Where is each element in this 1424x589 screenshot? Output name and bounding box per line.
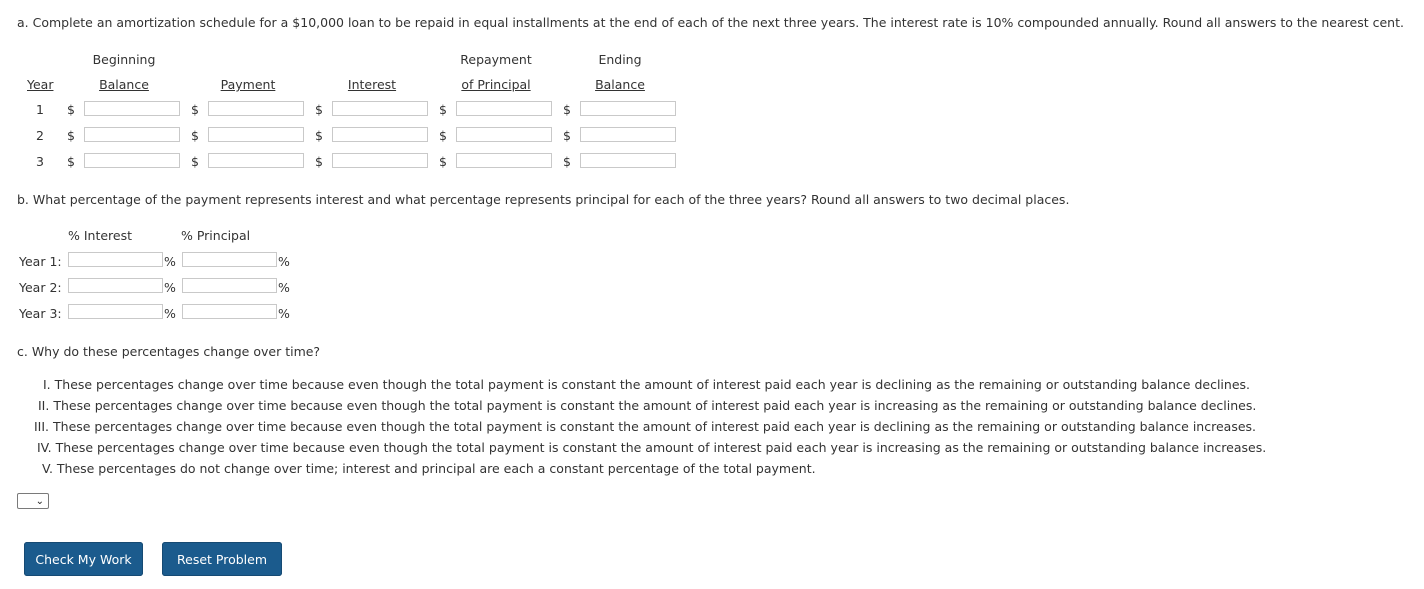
percent-sign: % bbox=[164, 306, 176, 321]
percent-principal-input[interactable] bbox=[182, 304, 277, 319]
option-iv: IV. These percentages change over time because even though the total payment is constant the amount of interest paid each year is increasing as the remaining or outstanding balance increases. bbox=[37, 440, 1267, 455]
year-label: 2 bbox=[36, 128, 44, 143]
beginning-balance-input[interactable] bbox=[84, 153, 180, 168]
option-v: V. These percentages do not change over time; interest and principal are each a constant percentage of the total payment. bbox=[42, 461, 816, 476]
interest-input[interactable] bbox=[332, 127, 428, 142]
percent-sign: % bbox=[164, 280, 176, 295]
percent-interest-input[interactable] bbox=[68, 304, 163, 319]
header-payment: Payment bbox=[220, 77, 276, 92]
percent-interest-input[interactable] bbox=[68, 278, 163, 293]
header-year: Year bbox=[27, 77, 54, 92]
payment-input[interactable] bbox=[208, 101, 304, 116]
dollar-sign: $ bbox=[315, 102, 323, 117]
ending-balance-input[interactable] bbox=[580, 101, 676, 116]
col-principal-header: % Principal bbox=[181, 228, 251, 243]
payment-input[interactable] bbox=[208, 153, 304, 168]
percent-principal-input[interactable] bbox=[182, 278, 277, 293]
percent-sign: % bbox=[164, 254, 176, 269]
year-label: Year 3: bbox=[19, 306, 62, 321]
dollar-sign: $ bbox=[315, 128, 323, 143]
dollar-sign: $ bbox=[563, 154, 571, 169]
percent-principal-input[interactable] bbox=[182, 252, 277, 267]
principal-input[interactable] bbox=[456, 127, 552, 142]
header-interest: Interest bbox=[347, 77, 397, 92]
dollar-sign: $ bbox=[315, 154, 323, 169]
interest-input[interactable] bbox=[332, 101, 428, 116]
option-i: I. These percentages change over time because even though the total payment is constant the amount of interest paid each year is declining as the remaining or outstanding balance declines. bbox=[43, 377, 1251, 392]
ending-balance-input[interactable] bbox=[580, 153, 676, 168]
dollar-sign: $ bbox=[67, 154, 75, 169]
dollar-sign: $ bbox=[191, 154, 199, 169]
percent-interest-input[interactable] bbox=[68, 252, 163, 267]
dollar-sign: $ bbox=[191, 102, 199, 117]
dollar-sign: $ bbox=[439, 102, 447, 117]
dollar-sign: $ bbox=[439, 154, 447, 169]
reset-problem-button[interactable]: Reset Problem bbox=[162, 542, 282, 576]
principal-input[interactable] bbox=[456, 101, 552, 116]
year-label: Year 1: bbox=[19, 254, 62, 269]
option-iii: III. These percentages change over time because even though the total payment is constant the amount of interest paid each year is declining as the remaining or outstanding balance increases. bbox=[34, 419, 1257, 434]
header-repayment-top: Repayment bbox=[460, 52, 532, 67]
percent-sign: % bbox=[278, 280, 290, 295]
year-label: 1 bbox=[36, 102, 44, 117]
question-c: c. Why do these percentages change over time? bbox=[17, 344, 321, 359]
question-a: a. Complete an amortization schedule for a $10,000 loan to be repaid in equal installments at the end of each of the next three years. The interest rate is 10% compounded annually. Round all answers to the nearest cent. bbox=[17, 15, 1404, 30]
ending-balance-input[interactable] bbox=[580, 127, 676, 142]
option-ii: II. These percentages change over time because even though the total payment is constant the amount of interest paid each year is increasing as the remaining or outstanding balance declines. bbox=[38, 398, 1257, 413]
header-ending-bottom: Balance bbox=[595, 77, 645, 92]
percent-sign: % bbox=[278, 306, 290, 321]
header-repayment-bottom: of Principal bbox=[461, 77, 531, 92]
col-interest-header: % Interest bbox=[68, 228, 133, 243]
beginning-balance-input[interactable] bbox=[84, 101, 180, 116]
header-beginning-top: Beginning bbox=[92, 52, 156, 67]
header-ending-top: Ending bbox=[598, 52, 642, 67]
dollar-sign: $ bbox=[563, 102, 571, 117]
question-b: b. What percentage of the payment represents interest and what percentage represents principal for each of the three years? Round all answers to two decimal places. bbox=[17, 192, 1070, 207]
principal-input[interactable] bbox=[456, 153, 552, 168]
chevron-down-icon: ⌄ bbox=[35, 496, 44, 507]
beginning-balance-input[interactable] bbox=[84, 127, 180, 142]
year-label: Year 2: bbox=[19, 280, 62, 295]
answer-select[interactable] bbox=[17, 493, 49, 509]
check-my-work-button[interactable]: Check My Work bbox=[24, 542, 143, 576]
dollar-sign: $ bbox=[67, 102, 75, 117]
dollar-sign: $ bbox=[191, 128, 199, 143]
interest-input[interactable] bbox=[332, 153, 428, 168]
dollar-sign: $ bbox=[563, 128, 571, 143]
header-beginning-bottom: Balance bbox=[99, 77, 149, 92]
percent-sign: % bbox=[278, 254, 290, 269]
year-label: 3 bbox=[36, 154, 44, 169]
payment-input[interactable] bbox=[208, 127, 304, 142]
dollar-sign: $ bbox=[67, 128, 75, 143]
dollar-sign: $ bbox=[439, 128, 447, 143]
